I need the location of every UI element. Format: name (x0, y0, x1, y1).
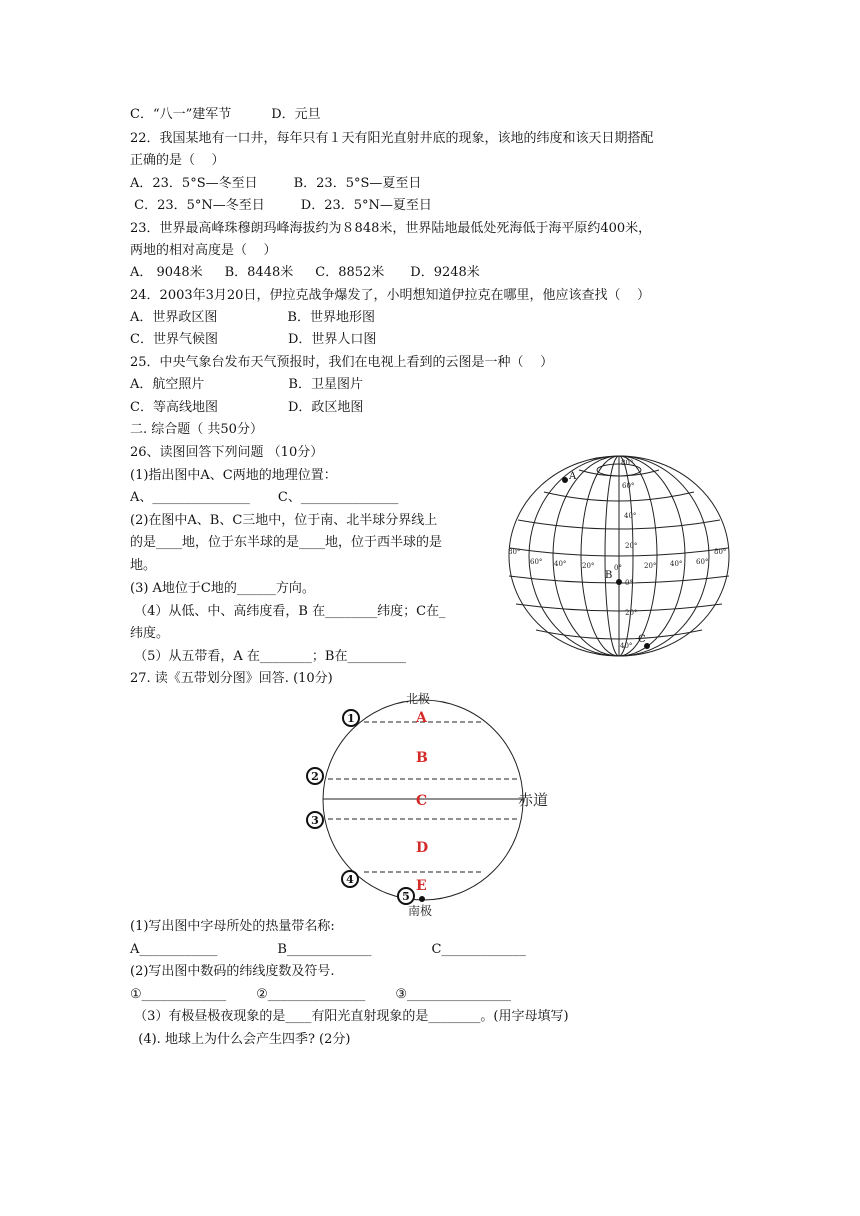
lon-label-60w: 60° (530, 558, 543, 566)
q27-part2: (2)写出图中数码的纬线度数及符号. (130, 964, 335, 979)
q27-part1: (1)写出图中字母所处的热量带名称: (130, 919, 335, 934)
lat-label-0: 0° (625, 579, 633, 587)
lon-label-60e: 60° (696, 558, 709, 566)
q26-part1: (1)指出图中A、C两地的地理位置： (130, 468, 337, 483)
question-26: 26、读图回答下列问题 （10分） (130, 445, 324, 460)
point-a (562, 477, 568, 483)
zone-letter-c: C (416, 793, 428, 809)
q25-options-cd: C．等高线地图 D．政区地图 (130, 400, 364, 415)
globe-figure (504, 452, 734, 658)
zone-letter-a: A (416, 710, 427, 726)
q26-part1-blanks: A、_______________ C、_______________ (130, 490, 399, 505)
q24-options-ab: A．世界政区图 B．世界地形图 (130, 310, 375, 325)
q23-options: A． 9048米 B．8448米 C．8852米 D．9248米 (130, 265, 480, 280)
q26-part5: （5）从五带看，A 在________；B在_________ (130, 649, 406, 664)
zone-letter-d: D (416, 840, 429, 856)
point-b (616, 579, 622, 585)
question-23: 23．世界最高峰珠穆朗玛峰海拔约为８848米，世界陆地最低处死海低于海平原约400米， (130, 221, 652, 236)
question-22-cont: 正确的是（ ） (130, 153, 225, 168)
point-b-label: B (605, 570, 613, 581)
lat-label-20n: 20° (625, 542, 638, 550)
marker-3-label: 3 (311, 814, 319, 827)
lon-label-20e: 20° (644, 562, 657, 570)
marker-5-label: 5 (402, 890, 410, 903)
north-pole-label: 北极 (406, 692, 431, 706)
lon-label-40w: 40° (554, 560, 567, 568)
marker-2-label: 2 (311, 770, 319, 783)
lat-label-60: 60° (622, 482, 635, 490)
lon-label-80e: 80° (714, 548, 727, 556)
lat-label-40s: 40° (620, 642, 633, 650)
q24-options-cd: C．世界气候图 D．世界人口图 (130, 332, 377, 347)
lat-label-80: 80° (621, 459, 634, 467)
q27-part4: (4). 地球上为什么会产生四季? (2分) (130, 1032, 351, 1047)
option-c-bajian: C．“八一”建军节 D．元旦 (130, 107, 321, 122)
question-24: 24．2003年3月20日，伊拉克战争爆发了，小明想知道伊拉克在哪里，他应该查找（ ） (130, 288, 650, 303)
q27-part2-blanks: ①_____________ ②_______________ ③________________ (130, 987, 511, 1002)
section-2-heading: 二. 综合题（ 共50分） (130, 422, 263, 437)
question-27: 27. 读《五带划分图》回答. (10分) (130, 671, 333, 686)
question-23-cont: 两地的相对高度是（ ） (130, 243, 277, 258)
lat-label-40n: 40° (624, 512, 637, 520)
point-a-label: A (569, 471, 577, 482)
point-c-label: C (638, 634, 646, 645)
lat-label-20s: 20° (625, 609, 638, 617)
q27-part3: （3）有极昼极夜现象的是____有阳光直射现象的是________。(用字母填写) (130, 1009, 569, 1024)
equator-label: 赤道 (518, 791, 549, 809)
q22-options-ab: A．23．5°S—冬至日 B．23．5°S—夏至日 (130, 176, 422, 191)
lon-label-0: 0° (614, 564, 622, 572)
marker-1-label: 1 (347, 712, 355, 725)
q26-part4-end: 纬度。 (130, 626, 170, 641)
south-pole-point (419, 896, 425, 902)
q27-part1-blanks: A____________ B_____________ C_____________ (130, 942, 526, 957)
question-25: 25．中央气象台发布天气预报时，我们在电视上看到的云图是一种（ ） (130, 355, 554, 370)
q26-part2-end: 地。 (130, 558, 157, 573)
q26-part4: （4）从低、中、高纬度看，B 在________纬度；C在_ (130, 604, 446, 619)
q26-part2-cont: 的是____地，位于东半球的是____地，位于西半球的是 (130, 535, 443, 550)
lon-label-20w: 20° (582, 562, 595, 570)
south-pole-label: 南极 (408, 904, 433, 918)
q22-options-cd: C．23．5°N—冬至日 D．23．5°N—夏至日 (130, 198, 432, 213)
option-d-yuandan: D．元旦 (271, 107, 321, 122)
marker-4-label: 4 (346, 873, 354, 886)
lon-label-40e: 40° (670, 560, 683, 568)
q26-part3: (3) A地位于C地的______方向。 (130, 581, 315, 596)
q26-part2: (2)在图中A、B、C三地中，位于南、北半球分界线上 (130, 513, 438, 528)
lon-label-80w: 80° (508, 548, 521, 556)
zone-letter-b: B (416, 750, 428, 766)
question-22: 22．我国某地有一口井，每年只有１天有阳光直射井底的现象，该地的纬度和该天日期搭配 (130, 131, 654, 146)
zone-letter-e: E (416, 878, 427, 894)
q25-options-ab: A．航空照片 B．卫星图片 (130, 377, 363, 392)
five-zones-figure (300, 688, 570, 918)
